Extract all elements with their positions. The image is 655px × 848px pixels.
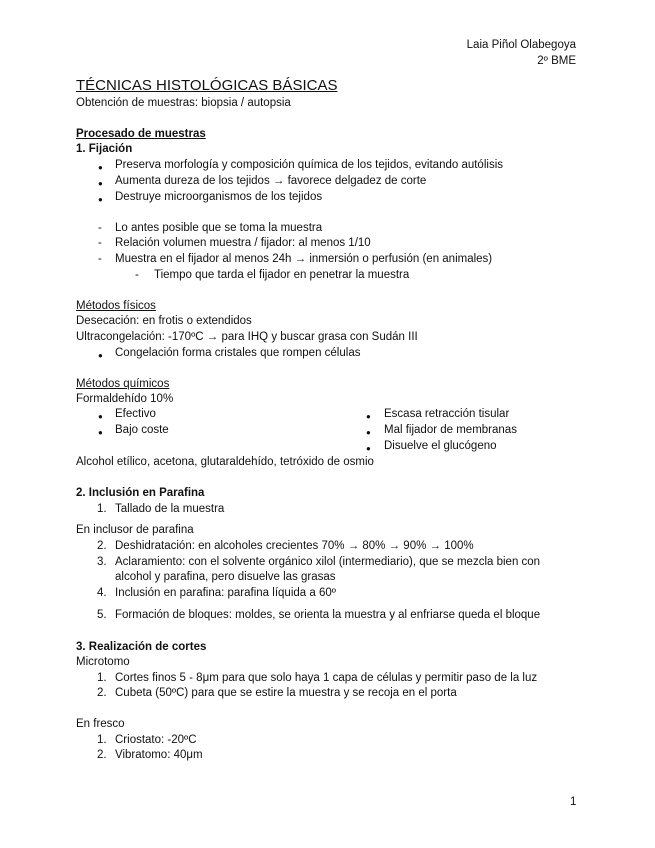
dash-marker: - (98, 253, 102, 265)
fijacion-heading: 1. Fijación (76, 143, 133, 155)
inclusion-heading: 2. Inclusión en Parafina (76, 487, 205, 499)
list-item: Bajo coste (115, 424, 169, 436)
bullet-icon: ● (98, 163, 103, 172)
list-item: Cortes finos 5 - 8μm para que solo haya 1 capa de células y permitir paso de la luz (115, 672, 538, 684)
dash-marker: - (135, 269, 139, 281)
bullet-icon: ● (98, 351, 103, 360)
list-number: 1. (97, 734, 107, 746)
list-item: Vibratomo: 40μm (115, 749, 203, 761)
list-item: Congelación forma cristales que rompen células (115, 347, 361, 359)
page-number: 1 (570, 796, 577, 808)
bullet-icon: ● (366, 444, 371, 453)
list-item: Destruye microorganismos de los tejidos (115, 191, 323, 203)
dash-marker: - (98, 237, 102, 249)
list-item: Preserva morfología y composición química de los tejidos, evitando autólisis (115, 159, 503, 171)
list-item: Cubeta (50ºC) para que se estire la muestra y se recoja en el porta (115, 687, 457, 699)
bullet-icon: ● (98, 412, 103, 421)
list-item: Muestra en el fijador al menos 24h → inmersión o perfusión (en animales) (115, 253, 493, 265)
list-number: 4. (97, 587, 107, 599)
list-item: Criostato: -20ºC (115, 734, 197, 746)
list-item: Formación de bloques: moldes, se orienta la muestra y al enfriarse queda el bloque (115, 609, 541, 621)
list-item: Lo antes posible que se toma la muestra (115, 222, 323, 234)
list-number: 2. (97, 540, 107, 552)
list-item: Aumenta dureza de los tejidos → favorece delgadez de corte (115, 175, 427, 187)
bullet-icon: ● (98, 428, 103, 437)
text-line: Desecación: en frotis o extendidos (76, 315, 252, 327)
subheading: En fresco (76, 718, 125, 730)
list-item: Tallado de la muestra (115, 503, 225, 515)
list-number: 2. (97, 687, 107, 699)
list-number: 2. (97, 749, 107, 761)
metodos-fisicos-heading: Métodos físicos (76, 300, 156, 312)
list-item: Escasa retracción tisular (384, 408, 510, 420)
author-name: Laia Piñol Olabegoya (466, 39, 576, 51)
list-item: Mal fijador de membranas (384, 424, 517, 436)
text-line: Formaldehído 10% (76, 393, 174, 405)
course-label: 2º BME (537, 55, 576, 67)
dash-marker: - (98, 222, 102, 234)
list-item: Tiempo que tarda el fijador en penetrar la muestra (154, 269, 410, 281)
cortes-heading: 3. Realización de cortes (76, 641, 207, 653)
list-item-continuation: alcohol y parafina, pero disuelve las grasas (115, 571, 336, 583)
page-title: TÉCNICAS HISTOLÓGICAS BÁSICAS (76, 77, 338, 94)
list-number: 1. (97, 503, 107, 515)
list-item: Efectivo (115, 408, 156, 420)
list-number: 1. (97, 672, 107, 684)
bullet-icon: ● (366, 428, 371, 437)
list-item: Relación volumen muestra / fijador: al menos 1/10 (115, 237, 371, 249)
metodos-quimicos-heading: Métodos químicos (76, 378, 170, 390)
list-item: Inclusión en parafina: parafina líquida a 60º (115, 587, 336, 599)
list-item: Disuelve el glucógeno (384, 440, 497, 452)
bullet-icon: ● (366, 412, 371, 421)
list-item: Deshidratación: en alcoholes crecientes 70% → 80% → 90% → 100% (115, 540, 474, 552)
list-item: Aclaramiento: con el solvente orgánico xilol (intermediario), que se mezcla bien con (115, 556, 541, 568)
bullet-icon: ● (98, 179, 103, 188)
list-number: 5. (97, 609, 107, 621)
subheading: En inclusor de parafina (76, 524, 194, 536)
list-number: 3. (97, 556, 107, 568)
subheading: Microtomo (76, 656, 130, 668)
text-line: Ultracongelación: -170ºC → para IHQ y buscar grasa con Sudán III (76, 331, 418, 343)
text-line: Alcohol etílico, acetona, glutaraldehído, tetróxido de osmio (76, 456, 374, 468)
section-heading: Procesado de muestras (76, 128, 206, 140)
bullet-icon: ● (98, 195, 103, 204)
subtitle: Obtención de muestras: biopsia / autopsia (76, 97, 291, 109)
